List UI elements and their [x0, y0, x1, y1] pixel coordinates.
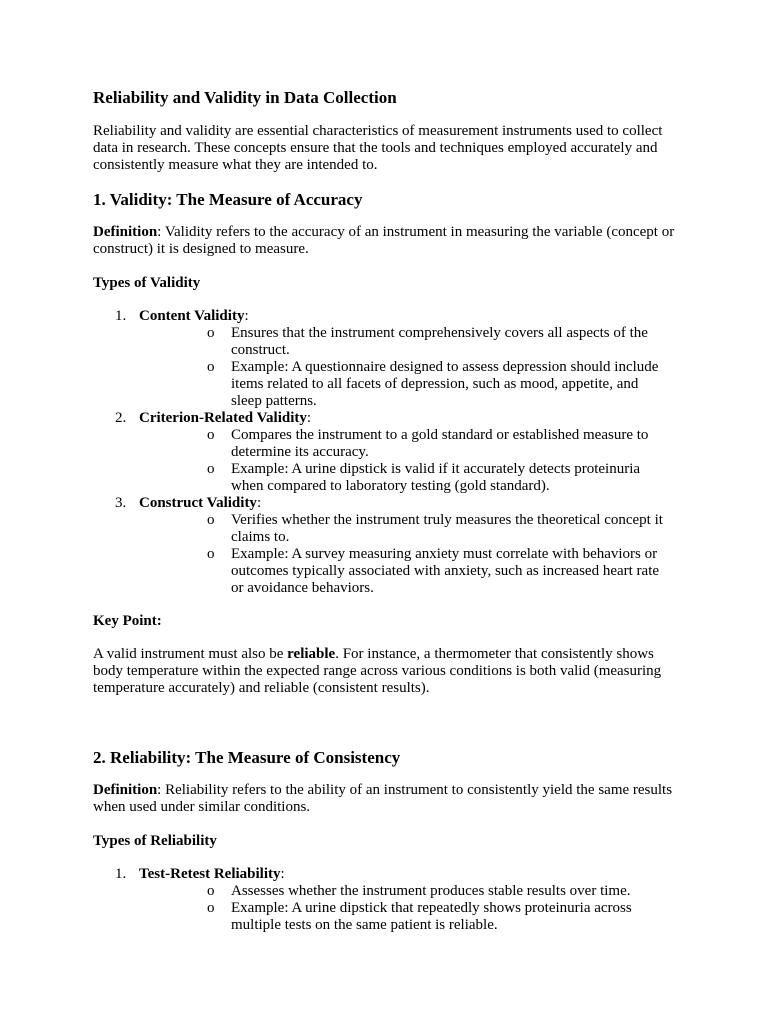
validity-type-item: [93, 410, 683, 495]
reliability-types-list: [93, 866, 683, 934]
list-item: [185, 325, 671, 359]
validity-types-list: [93, 308, 683, 597]
point-text: Ensures that the instrument comprehensively covers all aspects of the construct.: [231, 325, 648, 358]
list-item: [185, 546, 671, 597]
point-text: Example: A urine dipstick that repeatedly shows proteinuria across multiple tests on the same patient is reliable.: [231, 900, 632, 933]
list-item: [185, 883, 671, 900]
validity-type-name: Criterion-Related Validity: [139, 410, 307, 426]
point-text: Example: A survey measuring anxiety must correlate with behaviors or outcomes typically associated with anxiety, such as increased heart rate or avoidance behaviors.: [231, 546, 660, 596]
reliability-heading: 2. Reliability: The Measure of Consistency: [93, 748, 401, 767]
document-title: Reliability and Validity in Data Collection: [93, 88, 397, 107]
list-item: [185, 461, 671, 495]
validity-definition: [93, 224, 683, 258]
key-point-paragraph: [93, 646, 683, 697]
reliability-types-heading: Types of Reliability: [93, 833, 217, 849]
validity-type-item: [93, 308, 683, 410]
type-colon: :: [280, 866, 285, 882]
bullet-icon: o: [207, 883, 215, 899]
validity-type-name: Content Validity: [139, 308, 245, 324]
list-number: 2.: [115, 410, 127, 426]
reliability-type-item: [93, 866, 683, 934]
type-colon: :: [306, 410, 312, 426]
list-number: 3.: [115, 495, 127, 511]
reliability-type-points: [139, 883, 683, 934]
key-point-text-post: . For instance, a thermometer that consistently shows body temperature within the expected range across various conditions is both valid (measuring temperature accurately) and reliable (consistent results).: [93, 646, 662, 696]
section-spacer: [93, 713, 683, 748]
validity-definition-label: Definition: [93, 224, 158, 240]
bullet-icon: o: [207, 427, 215, 443]
validity-type-points: [139, 512, 683, 597]
reliability-definition-label: Definition: [93, 782, 158, 798]
list-item: [185, 900, 671, 934]
document-page: [93, 88, 683, 950]
point-text: Compares the instrument to a gold standard or established measure to determine its accuracy.: [231, 427, 649, 460]
validity-type-item: [93, 495, 683, 597]
bullet-icon: o: [207, 325, 215, 341]
bullet-icon: o: [207, 900, 215, 916]
point-text: Example: A questionnaire designed to assess depression should include items related to all facets of depression, such as mood, appetite, and sleep patterns.: [231, 359, 659, 409]
validity-types-heading: Types of Validity: [93, 275, 201, 291]
list-number: 1.: [115, 308, 127, 324]
list-item: [185, 359, 671, 410]
bullet-icon: o: [207, 359, 215, 375]
type-colon: :: [244, 308, 249, 324]
validity-type-points: [139, 325, 683, 410]
reliability-definition-text: : Reliability refers to the ability of an instrument to consistently yield the same results when used under similar conditions.: [93, 782, 673, 815]
bullet-icon: o: [207, 461, 215, 477]
validity-type-name: Construct Validity: [139, 495, 257, 511]
validity-type-points: [139, 427, 683, 495]
key-point-heading: Key Point:: [93, 613, 162, 629]
type-colon: :: [256, 495, 262, 511]
point-text: Assesses whether the instrument produces stable results over time.: [231, 883, 631, 899]
validity-heading: 1. Validity: The Measure of Accuracy: [93, 190, 363, 209]
key-point-text-pre: A valid instrument must also be: [93, 646, 288, 662]
reliability-type-name: Test-Retest Reliability: [139, 866, 281, 882]
point-text: Example: A urine dipstick is valid if it accurately detects proteinuria when compared to laboratory testing (gold standard).: [231, 461, 641, 494]
intro-paragraph: Reliability and validity are essential characteristics of measurement instruments used to collect data in research. These concepts ensure that the tools and techniques employed accurately and consistently measure what they are intended to.: [93, 123, 663, 173]
validity-definition-text: : Validity refers to the accuracy of an instrument in measuring the variable (concept or construct) it is designed to measure.: [93, 224, 675, 257]
list-item: [185, 512, 671, 546]
list-item: [185, 427, 671, 461]
bullet-icon: o: [207, 512, 215, 528]
list-number: 1.: [115, 866, 127, 882]
reliability-definition: [93, 782, 683, 816]
bullet-icon: o: [207, 546, 215, 562]
key-point-emphasis: reliable: [287, 646, 336, 662]
point-text: Verifies whether the instrument truly measures the theoretical concept it claims to.: [231, 512, 663, 545]
